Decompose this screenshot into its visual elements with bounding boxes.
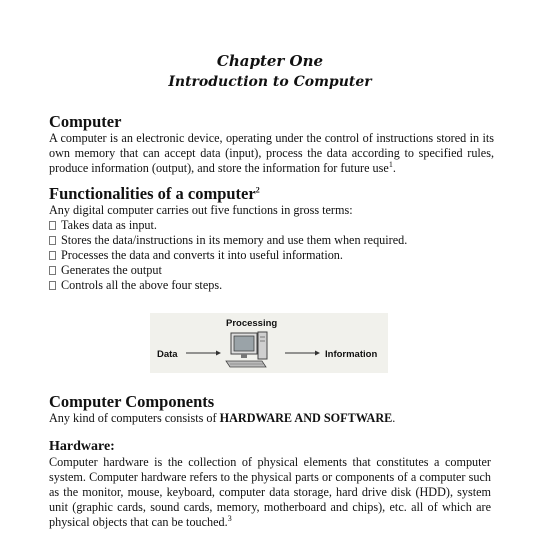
components-text <box>49 411 494 426</box>
arrow-right-icon <box>285 351 320 356</box>
list-item <box>49 263 494 278</box>
list-item <box>49 218 494 233</box>
arrow-right-icon <box>186 351 221 356</box>
list-item-text: Takes data as input. <box>61 218 157 232</box>
computer-definition-text: A computer is an electronic device, operating under the control of instructions stored in its own memory that can accept data (input), process the data according to specified rules, produce information (output), and store the information for future use <box>49 131 494 175</box>
footnote-marker-2: 2 <box>255 185 260 195</box>
bullet-box-icon <box>49 236 56 245</box>
diagram-label-data: Data <box>157 349 178 360</box>
footnote-marker-3: 3 <box>227 513 232 523</box>
diagram-label-information: Information <box>325 349 378 360</box>
section-functionalities <box>49 184 494 293</box>
components-software: SOFTWARE <box>323 411 393 425</box>
heading-computer: Computer <box>49 112 122 131</box>
computer-definition-end: . <box>392 161 396 175</box>
heading-functionalities-text: Functionalities of a computer <box>49 184 256 203</box>
bullet-box-icon <box>49 221 56 230</box>
bullet-box-icon <box>49 281 56 290</box>
chapter-title: Chapter One <box>216 52 324 70</box>
list-item-text: Processes the data and converts it into useful information. <box>61 248 343 262</box>
list-item <box>49 248 494 263</box>
components-text-before: Any kind of computers consists of <box>49 411 220 425</box>
bullet-box-icon <box>49 251 56 260</box>
computer-definition <box>49 131 494 176</box>
heading-components: Computer Components <box>49 392 215 411</box>
section-components <box>49 392 494 426</box>
list-item <box>49 278 494 293</box>
chapter-subtitle: Introduction to Computer <box>168 74 372 90</box>
list-item-text: Generates the output <box>61 263 162 277</box>
diagram-label-processing: Processing <box>226 318 278 329</box>
hardware-definition <box>49 455 491 530</box>
heading-functionalities <box>49 184 494 203</box>
ipo-diagram <box>150 313 388 373</box>
heading-hardware: Hardware: <box>49 439 115 454</box>
section-computer <box>49 112 494 176</box>
functionalities-intro: Any digital computer carries out five functions in gross terms: <box>49 203 353 217</box>
computer-icon <box>226 332 267 367</box>
footnote-marker-1: 1 <box>388 159 393 169</box>
components-text-after: . <box>392 411 396 425</box>
list-item <box>49 233 494 248</box>
list-item-text: Stores the data/instructions in its memory and use them when required. <box>61 233 408 247</box>
list-item-text: Controls all the above four steps. <box>61 278 223 292</box>
components-hardware-and: HARDWARE AND <box>219 411 321 425</box>
hardware-definition-text: Computer hardware is the collection of physical elements that constitutes a computer system. Computer hardware refers to the physical parts or components of a computer such as the monitor, mouse, keyboard, computer data storage, hard drive disk (HDD), system unit (graphic cards, sound cards, memory, motherboard and chips), etc. all of which are physical objects that can be touched. <box>49 455 491 529</box>
bullet-box-icon <box>49 266 56 275</box>
section-hardware <box>49 438 491 530</box>
